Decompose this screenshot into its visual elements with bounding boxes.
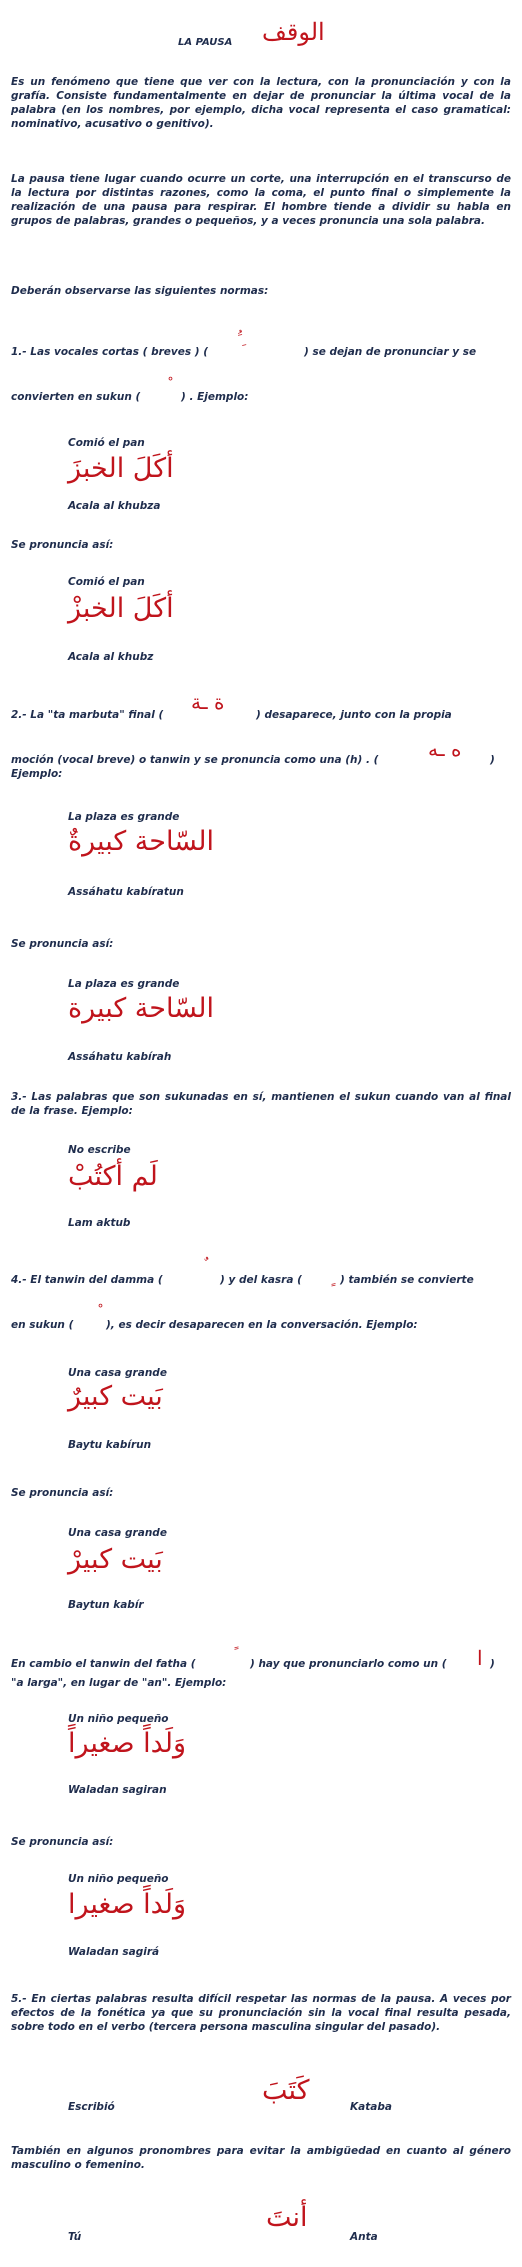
- fatha-alif-mark: ا: [477, 1646, 483, 1670]
- fatha-pron-label: Un niño pequeño: [68, 1873, 169, 1885]
- rule4-pron-arabic: بَيت كبيرْ: [68, 1544, 163, 1575]
- fatha-line1-text: En cambio el tanwin del fatha (: [11, 1658, 196, 1670]
- fatha-se-pronuncia: Se pronuncia así:: [11, 1836, 114, 1848]
- rule1-se-pronuncia: Se pronuncia así:: [11, 539, 114, 551]
- rule3-text: 3.- Las palabras que son sukunadas en sí, mantienen el sukun cuando van al final de la frase. Ejemplo:: [11, 1091, 511, 1117]
- rule3-example-translit: Lam aktub: [68, 1217, 131, 1229]
- intro-paragraph-2: La pausa tiene lugar cuando ocurre un corte, una interrupción en el transcurso de la lectura por distintas razones, como la coma, el punto final o simplemente la realización de una pausa para respirar. El hombre tiende a dividir su habla en grupos de palabras, grandes o pequeños, y a veces pronuncia una sola palabra.: [11, 173, 511, 227]
- rule5-example-translit: Kataba: [350, 2101, 392, 2113]
- rule2-pron-label: La plaza es grande: [68, 978, 180, 990]
- rule1-example-arabic: أكَلَ الخبزَ: [68, 453, 174, 484]
- rule2-example-label: La plaza es grande: [68, 811, 180, 823]
- rule1-example-translit: Acala al khubza: [68, 500, 161, 512]
- rule1-short-vowel-marks: ُ َ ِ: [238, 332, 247, 348]
- page-title: LA PAUSA: [178, 37, 233, 48]
- rule4-example-label: Una casa grande: [68, 1367, 167, 1379]
- rule2-line1-text-end: ) desaparece, junto con la propia: [256, 709, 452, 721]
- rule2-example-arabic: السّاحة كبيرةٌ: [68, 826, 214, 857]
- fatha-line2-text: "a larga", en lugar de "an". Ejemplo:: [11, 1677, 227, 1689]
- rule5-example2-translit: Anta: [350, 2231, 378, 2243]
- rule4-line2-text: en sukun (: [11, 1319, 74, 1331]
- rule1-line2-text: convierten en sukun (: [11, 391, 141, 403]
- rule4-pron-label: Una casa grande: [68, 1527, 167, 1539]
- fatha-example-arabic: وَلَداً صغيراً: [68, 1728, 187, 1759]
- rule3-example-label: No escribe: [68, 1144, 131, 1156]
- rule2-ha-marks: ه ـه: [428, 737, 462, 761]
- fatha-pron-translit: Waladan sagirá: [68, 1946, 160, 1958]
- rule1-pron-translit: Acala al khubz: [68, 651, 154, 663]
- rule2-line2-text-end: ): [490, 754, 495, 766]
- intro-paragraph-3: Deberán observarse las siguientes normas:: [11, 285, 269, 297]
- rule5-example-label: Escribió: [68, 2101, 115, 2113]
- rule2-pron-arabic: السّاحة كبيرة: [68, 993, 214, 1024]
- rule2-se-pronuncia: Se pronuncia así:: [11, 938, 114, 950]
- fatha-example-translit: Waladan sagiran: [68, 1784, 167, 1796]
- rule2-pron-translit: Assáhatu kabírah: [68, 1051, 172, 1063]
- intro-paragraph-1: Es un fenómeno que tiene que ver con la lectura, con la pronunciación y con la grafía. Consiste fundamentalmente en dejar de pronunciar la última vocal de la palabra (en los nombres, por ejemplo, dicha vocal representa el caso gramatical: nominativo, acusativo o genitivo).: [11, 76, 511, 130]
- rule2-line2-text: moción (vocal breve) o tanwin y se pronuncia como una (h) . (: [11, 754, 379, 766]
- rule5-text: 5.- En ciertas palabras resulta difícil respetar las normas de la pausa. A veces por efectos de la fonética ya que su pronunciación sin la vocal final resulta pesada, sobre todo en el verbo (tercera persona masculina singular del pasado).: [11, 1993, 511, 2033]
- rule5-example2-arabic: أنتَ: [266, 2202, 308, 2233]
- rule4-example-arabic: بَيت كبيرٌ: [68, 1381, 163, 1412]
- rule1-line1-text: 1.- Las vocales cortas ( breves ) (: [11, 346, 209, 358]
- rule4-line1-text-end: ) también se convierte: [340, 1274, 474, 1286]
- rule1-line1-text-end: ) se dejan de pronunciar y se: [304, 346, 477, 358]
- rule1-example-label: Comió el pan: [68, 437, 145, 449]
- rule2-line3-text: Ejemplo:: [11, 768, 63, 780]
- rule5-text-2: También en algunos pronombres para evitar la ambigüedad en cuanto al género masculino o femenino.: [11, 2145, 511, 2171]
- fatha-example-label: Un niño pequeño: [68, 1713, 169, 1725]
- rule2-line1-text: 2.- La "ta marbuta" final (: [11, 709, 164, 721]
- rule1-pron-label: Comió el pan: [68, 576, 145, 588]
- rule5-example-arabic: كَتَبَ: [262, 2075, 310, 2106]
- rule5-example2-label: Tú: [68, 2231, 82, 2243]
- fatha-line1-text-mid: ) hay que pronunciarlo como un (: [250, 1658, 447, 1670]
- rule2-ta-marbuta-marks: ة ـة: [191, 690, 225, 714]
- rule4-line1-text-mid: ) y del kasra (: [220, 1274, 302, 1286]
- rule4-pron-translit: Baytun kabír: [68, 1599, 144, 1611]
- fatha-line1-text-end: ): [490, 1658, 495, 1670]
- rule1-pron-arabic: أكَلَ الخبزْ: [68, 593, 174, 624]
- rule2-example-translit: Assáhatu kabíratun: [68, 886, 184, 898]
- rule1-line2-text-end: ) . Ejemplo:: [181, 391, 249, 403]
- rule4-se-pronuncia: Se pronuncia así:: [11, 1487, 114, 1499]
- rule4-line2-text-end: ), es decir desaparecen en la conversación. Ejemplo:: [106, 1319, 418, 1331]
- rule3-example-arabic: لَم أكتُبْ: [68, 1161, 158, 1192]
- fatha-pron-arabic: وَلَداً صغيرا: [68, 1889, 187, 1920]
- rule4-line1-text: 4.- El tanwin del damma (: [11, 1274, 163, 1286]
- rule4-example-translit: Baytu kabírun: [68, 1439, 152, 1451]
- page-title-arabic: الوقف: [262, 18, 325, 46]
